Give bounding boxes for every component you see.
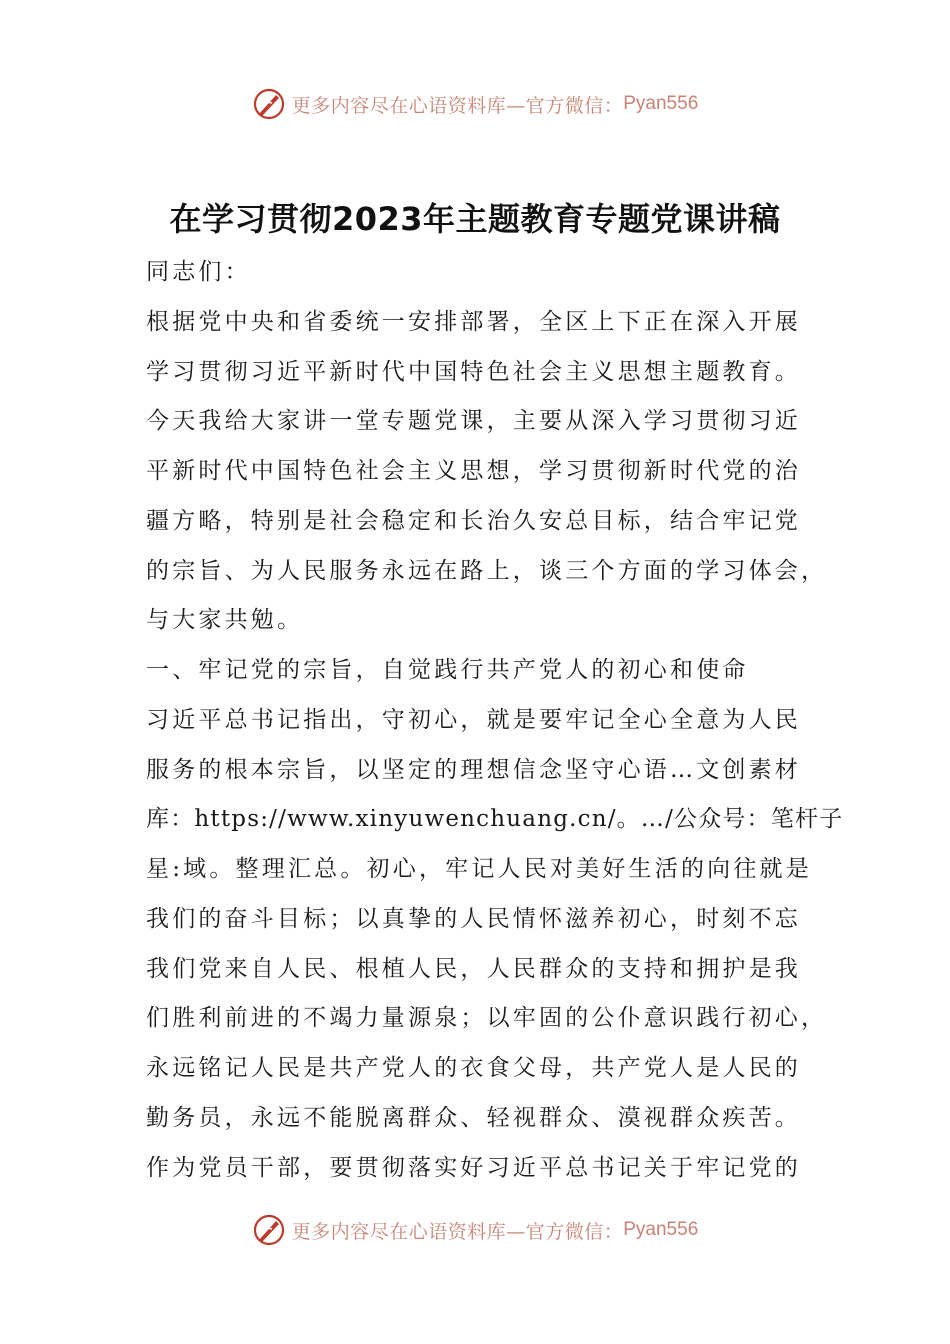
- body-line: 的宗旨、为人民服务永远在路上，谈三个方面的学习体会，: [146, 557, 828, 584]
- body-line: 疆方略，特别是社会稳定和长治久安总目标，结合牢记党: [146, 507, 801, 534]
- watermark-slogan: 更多内容尽在心语资料库—官方微信：: [291, 94, 624, 117]
- body-line: 服务的根本宗旨，以坚定的理想信念坚守心语…文创素材: [146, 756, 801, 783]
- watermark-slogan: 更多内容尽在心语资料库—官方微信：: [291, 1220, 624, 1243]
- body-line: 与大家共勉。: [146, 607, 304, 634]
- body-line: 我们党来自人民、根植人民，人民群众的支持和拥护是我: [146, 955, 801, 982]
- body-line: 们胜利前进的不竭力量源泉；以牢固的公仆意识践行初心，: [146, 1005, 828, 1032]
- watermark-wechat-id: Pyan556: [623, 93, 699, 114]
- watermark-wechat-id: Pyan556: [623, 1219, 699, 1240]
- body-line: 永远铭记人民是共产党人的衣食父母，共产党人是人民的: [146, 1055, 801, 1081]
- body-line: 同志们：: [146, 259, 251, 285]
- document-body: [146, 248, 844, 1193]
- watermark-banner-bottom: [0, 1210, 950, 1250]
- quill-pen-icon: [252, 87, 286, 121]
- body-line: 我们的奋斗目标；以真挚的人民情怀滋养初心，时刻不忘: [146, 905, 801, 932]
- body-line: 习近平总书记指出，守初心，就是要牢记全心全意为人民: [146, 706, 801, 733]
- body-line: 平新时代中国特色社会主义思想，学习贯彻新时代党的治: [146, 458, 801, 484]
- quill-pen-icon: [252, 1213, 286, 1247]
- body-line: 学习贯彻习近平新时代中国特色社会主义思想主题教育。: [146, 358, 801, 385]
- watermark-banner-top: [0, 84, 950, 124]
- section-heading: 一、牢记党的宗旨，自觉践行共产党人的初心和使命: [146, 657, 749, 683]
- body-line: 勤务员，永远不能脱离群众、轻视群众、漠视群众疾苦。: [146, 1104, 801, 1131]
- body-line: 根据党中央和省委统一安排部署，全区上下正在深入开展: [146, 308, 801, 335]
- body-line: 星:域。整理汇总。初心，牢记人民对美好生活的向往就是: [146, 856, 812, 882]
- document-title: 在学习贯彻2023年主题教育专题党课讲稿: [169, 200, 781, 238]
- body-line: 作为党员干部，要贯彻落实好习近平总书记关于牢记党的: [146, 1154, 801, 1181]
- body-line-with-url: 库：https://www.xinyuwenchuang.cn/。…/公众号：笔杆子: [146, 806, 844, 833]
- body-line: 今天我给大家讲一堂专题党课，主要从深入学习贯彻习近: [146, 408, 801, 435]
